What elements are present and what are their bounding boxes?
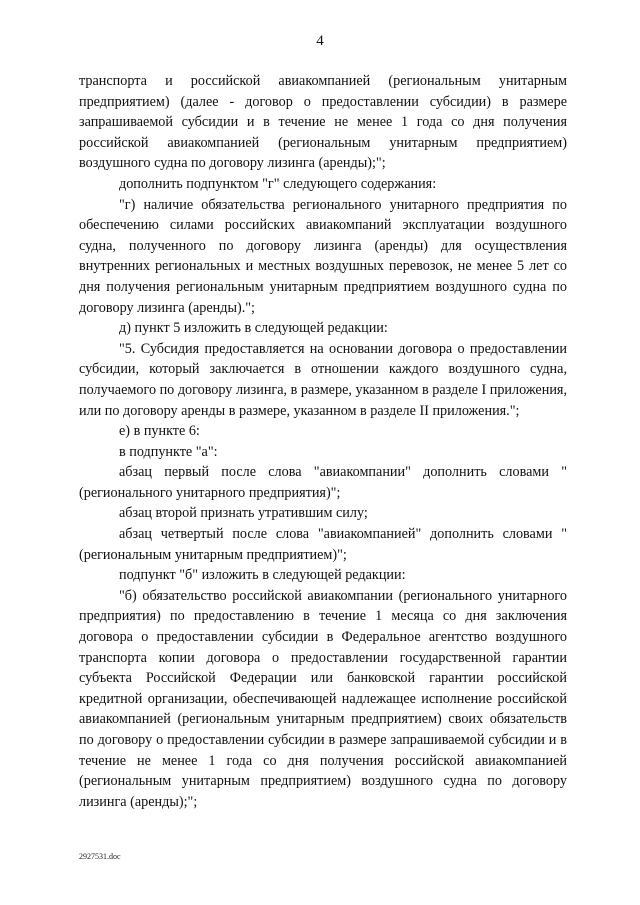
paragraph: абзац второй признать утратившим силу; <box>119 505 368 522</box>
paragraph: абзац первый после слова "авиакомпании" дополнить словами "(регионального унитарного предприятия)"; <box>79 464 567 501</box>
document-body <box>79 71 567 812</box>
paragraph: подпункт "б" изложить в следующей редакции: <box>119 567 406 584</box>
paragraph: абзац четвертый после слова "авиакомпанией" дополнить словами "(региональным унитарным предприятием)"; <box>79 526 567 563</box>
paragraph: д) пункт 5 изложить в следующей редакции: <box>119 320 388 337</box>
paragraph: дополнить подпунктом "г" следующего содержания: <box>119 175 437 192</box>
paragraph: "б) обязательство российской авиакомпании (регионального унитарного предприятия) по предоставлению в течение 1 месяца со дня заключения договора о предоставлении субсидии в Федеральное агентство воздушного транспорта копии договора о предоставлении государственной гарантии субъекта Российской Федерации или банковской гарантии российской кредитной организации, обеспечивающей надлежащее исполнение российской авиакомпанией (региональным унитарным предприятием) своих обязательств по договору о предоставлении субсидии в размере запрашиваемой субсидии и в течение не менее 1 года со дня получения российской авиакомпанией (региональным унитарным предприятием) воздушного судна по договору лизинга (аренды);"; <box>79 587 567 810</box>
paragraph: "5. Субсидия предоставляется на основании договора о предоставлении субсидии, который заключается в отношении каждого воздушного судна, получаемого по договору лизинга, в размере, указанном в разделе I приложения, или по договору аренды в размере, указанном в разделе II приложения."; <box>79 340 567 419</box>
paragraph: в подпункте "а": <box>119 443 218 460</box>
page-number: 4 <box>316 33 324 49</box>
paragraph: транспорта и российской авиакомпанией (региональным унитарным предприятием) (далее - договор о предоставлении субсидии) в размере запрашиваемой субсидии и в течение не менее 1 года со дня получения российской авиакомпанией (региональным унитарным предприятием) воздушного судна по договору лизинга (аренды);"; <box>79 73 567 172</box>
paragraph: "г) наличие обязательства регионального унитарного предприятия по обеспечению силами российских авиакомпаний эксплуатации воздушного судна, полученного по договору лизинга (аренды) для осуществления внутренних региональных и местных воздушных перевозок, не менее 5 лет со дня получения региональным унитарным предприятием воздушного судна по договору лизинга (аренды)."; <box>79 196 567 316</box>
paragraph: е) в пункте 6: <box>119 423 200 440</box>
document-file-name: 2927531.doc <box>79 852 121 861</box>
